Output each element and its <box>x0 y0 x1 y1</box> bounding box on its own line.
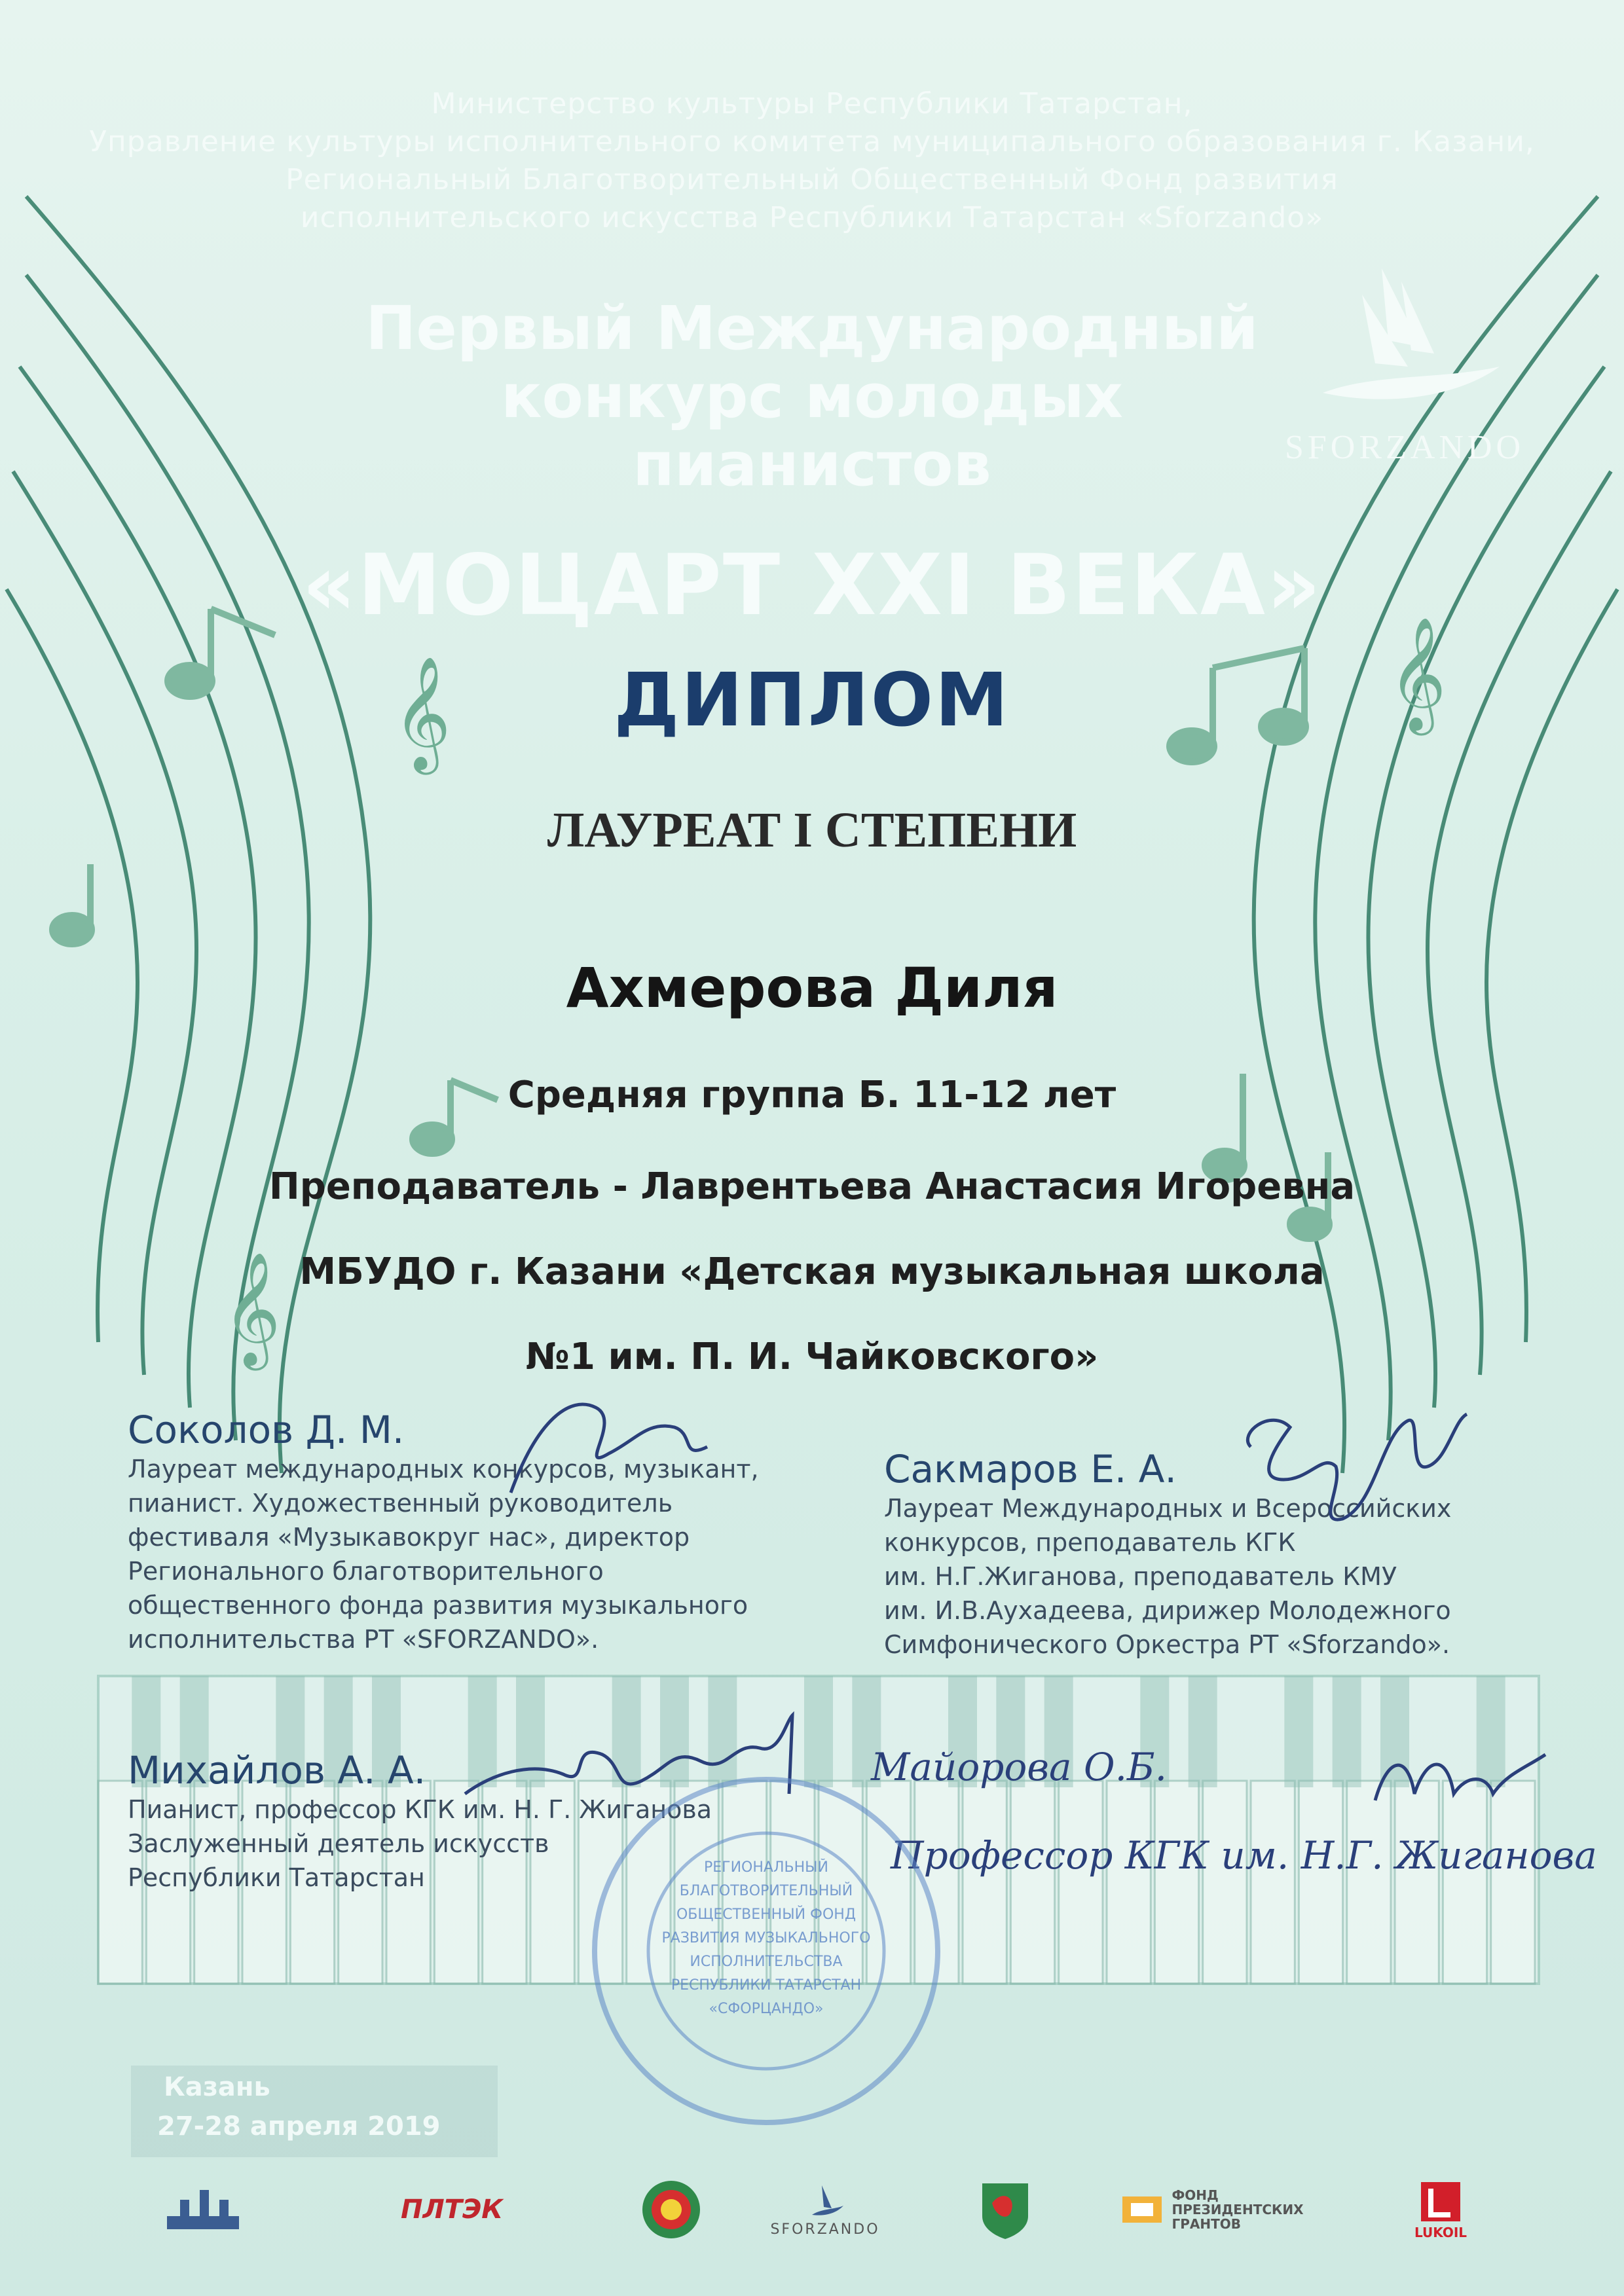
lukoil-icon <box>1418 2179 1464 2225</box>
desc-line: фестиваля «Музыкавокруг нас», директор <box>128 1523 690 1552</box>
signature-sokolov <box>498 1381 733 1512</box>
desc-line: Пианист, профессор КГК им. Н. Г. Жиганова <box>128 1795 712 1824</box>
age-group: Средняя группа Б. 11-12 лет <box>507 1074 1116 1116</box>
svg-text:𝄞: 𝄞 <box>393 656 451 770</box>
contest-line: Первый Международный <box>365 293 1259 363</box>
contest-name: «МОЦАРТ XXI ВЕКА» <box>302 537 1322 634</box>
kazan-emblem <box>963 2174 1048 2246</box>
jury-description <box>128 1452 848 1656</box>
bird-small-icon <box>805 2182 845 2221</box>
piano-white-key <box>1107 1781 1151 1984</box>
stamp-line: ОБЩЕСТВЕННЫЙ ФОНД <box>676 1906 857 1923</box>
organizer-line: Министерство культуры Республики Татарстан, <box>431 87 1193 120</box>
diploma-title: ДИПЛОМ <box>614 658 1010 743</box>
organizer-line: исполнительского искусства Республики Татарстан «Sforzando» <box>300 201 1324 234</box>
stamp-line: «СФОРЦАНДО» <box>709 2001 824 2017</box>
desc-line: Симфонического Оркестра РТ «Sforzando». <box>884 1630 1450 1659</box>
dragon-icon <box>976 2177 1035 2242</box>
tatarstan-emblem <box>629 2174 714 2246</box>
grants-icon <box>1119 2190 1165 2229</box>
piano-white-key <box>1299 1781 1342 1984</box>
grants-label: ФОНД ПРЕЗИДЕНТСКИХ ГРАНТОВ <box>1172 2187 1304 2232</box>
emblem-icon <box>638 2177 704 2242</box>
stamp-line: БЛАГОТВОРИТЕЛЬНЫЙ <box>679 1883 853 1899</box>
piano-white-key <box>963 1781 1006 1984</box>
desc-line: конкурсов, преподаватель КГК <box>884 1528 1296 1557</box>
kremlin-logo <box>157 2174 249 2246</box>
stamp-line: РАЗВИТИЯ МУЗЫКАЛЬНОГО <box>661 1930 871 1946</box>
contest-line: пианистов <box>633 429 991 500</box>
piano-black-key <box>1284 1676 1313 1787</box>
sforzando-small-label: SFORZANDO <box>770 2221 880 2238</box>
desc-line: Лауреат международных конкурсов, музыкант, <box>128 1455 759 1484</box>
presidential-grants-logo <box>1113 2174 1310 2246</box>
stamp-line: РЕСПУБЛИКИ ТАТАРСТАН <box>671 1977 862 1994</box>
desc-line: пианист. Художественный руководитель <box>128 1489 673 1518</box>
brand-label: SFORZANDO <box>1284 429 1525 466</box>
pltek-logo <box>386 2174 517 2246</box>
kremlin-icon <box>160 2183 246 2236</box>
organizer-line: Региональный Благотворительный Общественный Фонд развития <box>286 163 1338 196</box>
pltek-label: ПЛТЭК <box>400 2195 504 2225</box>
contest-title <box>0 295 1624 499</box>
school-line-2: №1 им. П. И. Чайковского» <box>525 1336 1099 1378</box>
handwritten-title: Профессор КГК им. Н.Г. Жиганова <box>891 1833 1597 1878</box>
award-level: ЛАУРЕАТ I СТЕПЕНИ <box>547 803 1077 858</box>
signature-sakmarov <box>1211 1394 1486 1565</box>
organizer-line: Управление культуры исполнительного комитета муниципального образования г. Казани, <box>89 125 1535 158</box>
sforzando-small-logo <box>747 2174 904 2246</box>
jury-sokolov <box>128 1408 848 1656</box>
contest-line: конкурс молодых <box>501 361 1123 431</box>
desc-line: исполнительства РТ «SFORZANDO». <box>128 1625 599 1654</box>
desc-line: Республики Татарстан <box>128 1863 425 1892</box>
desc-line: общественного фонда развития музыкального <box>128 1591 748 1620</box>
desc-line: им. Н.Г.Жиганова, преподаватель КМУ <box>884 1562 1397 1591</box>
piano-white-key <box>1010 1781 1054 1984</box>
signature-mayorova <box>1362 1728 1559 1820</box>
stamp-line: РЕГИОНАЛЬНЫЙ <box>704 1859 828 1876</box>
desc-line: им. И.В.Аухадеева, дирижер Молодежного <box>884 1596 1451 1625</box>
desc-line: Регионального благотворительного <box>128 1557 604 1586</box>
organizers-block <box>0 85 1624 237</box>
svg-text:𝄞: 𝄞 <box>1388 617 1447 731</box>
piano-black-key <box>1189 1676 1217 1787</box>
desc-line: Заслуженный деятель искусств <box>128 1829 549 1858</box>
stamp-text <box>648 1856 884 2021</box>
teacher-line: Преподаватель - Лаврентьева Анастасия Игоревна <box>268 1165 1356 1208</box>
city-label: Казань <box>164 2072 270 2102</box>
jury-name: Сакмаров Е. А. <box>884 1447 1177 1491</box>
lukoil-label: LUKOIL <box>1414 2225 1467 2240</box>
jury-name: Михайлов А. А. <box>128 1748 426 1793</box>
stamp-line: ИСПОЛНИТЕЛЬСТВА <box>690 1954 843 1970</box>
piano-black-key <box>1333 1676 1361 1787</box>
event-date: 27-28 апреля 2019 <box>157 2111 441 2141</box>
handwritten-name: Майорова О.Б. <box>871 1745 1168 1789</box>
piano-white-key <box>1154 1781 1198 1984</box>
lukoil-logo <box>1395 2174 1486 2246</box>
piano-white-key <box>1203 1781 1247 1984</box>
desc-line: Лауреат Международных и Всероссийских <box>884 1494 1452 1523</box>
piano-white-key <box>1059 1781 1103 1984</box>
recipient-name: Ахмерова Диля <box>566 956 1058 1020</box>
official-stamp <box>583 1768 950 2134</box>
svg-text:𝄞: 𝄞 <box>223 1252 281 1366</box>
school-line-1: МБУДО г. Казани «Детская музыкальная школа <box>299 1250 1325 1293</box>
piano-white-key <box>1251 1781 1295 1984</box>
jury-name: Соколов Д. М. <box>128 1408 405 1452</box>
